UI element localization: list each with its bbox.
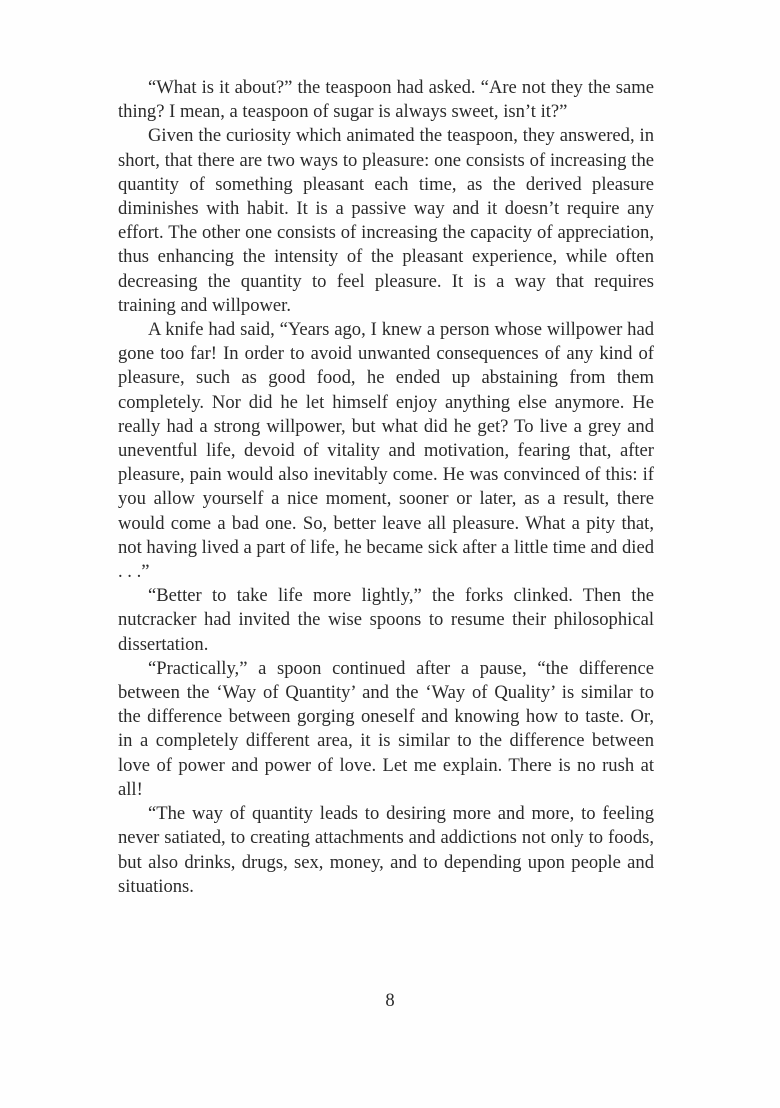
paragraph-5: “Practically,” a spoon continued after a pause, “the difference between the ‘Way of Quantity’ and the ‘Way of Quality’ is similar to the difference between gorging oneself and knowing how to taste. Or, in a completely different area, it is similar to the difference between love of power and power of love. Let me explain. There is no rush at all! bbox=[118, 657, 654, 800]
paragraph-6: “The way of quantity leads to desiring more and more, to feeling never satiated, to creating attachments and addictions not only to foods, but also drinks, drugs, sex, money, and to depending upon people and situations. bbox=[118, 803, 654, 897]
paragraph-1: “What is it about?” the teaspoon had asked. “Are not they the same thing? I mean, a teaspoon of sugar is always sweet, isn’t it?” bbox=[118, 77, 654, 123]
body-text bbox=[118, 76, 654, 899]
paragraph-2: Given the curiosity which animated the teaspoon, they answered, in short, that there are two ways to pleasure: one consists of increasing the quantity of something pleasant each time, as the derived pleasure diminishes with habit. It is a passive way and it doesn’t require any effort. The other one consists of increasing the capacity of appreciation, thus enhancing the intensity of the pleasant experience, while often decreasing the quantity to feel pleasure. It is a way that requires training and willpower. bbox=[118, 125, 654, 316]
paragraph-4: “Better to take life more lightly,” the forks clinked. Then the nutcracker had invited the wise spoons to resume their philosophical dissertation. bbox=[118, 585, 654, 655]
page-number: 8 bbox=[385, 990, 395, 1011]
paragraph-3: A knife had said, “Years ago, I knew a person whose willpower had gone too far! In order to avoid unwanted consequences of any kind of pleasure, such as good food, he ended up abstaining from them completely. Nor did he let himself enjoy anything else anymore. He really had a strong willpower, but what did he get? To live a grey and uneventful life, devoid of vitality and motivation, fearing that, after pleasure, pain would also inevitably come. He was convinced of this: if you allow yourself a nice moment, sooner or later, as a result, there would come a bad one. So, better leave all pleasure. What a pity that, not having lived a part of life, he became sick after a little time and died . . .” bbox=[118, 319, 654, 583]
